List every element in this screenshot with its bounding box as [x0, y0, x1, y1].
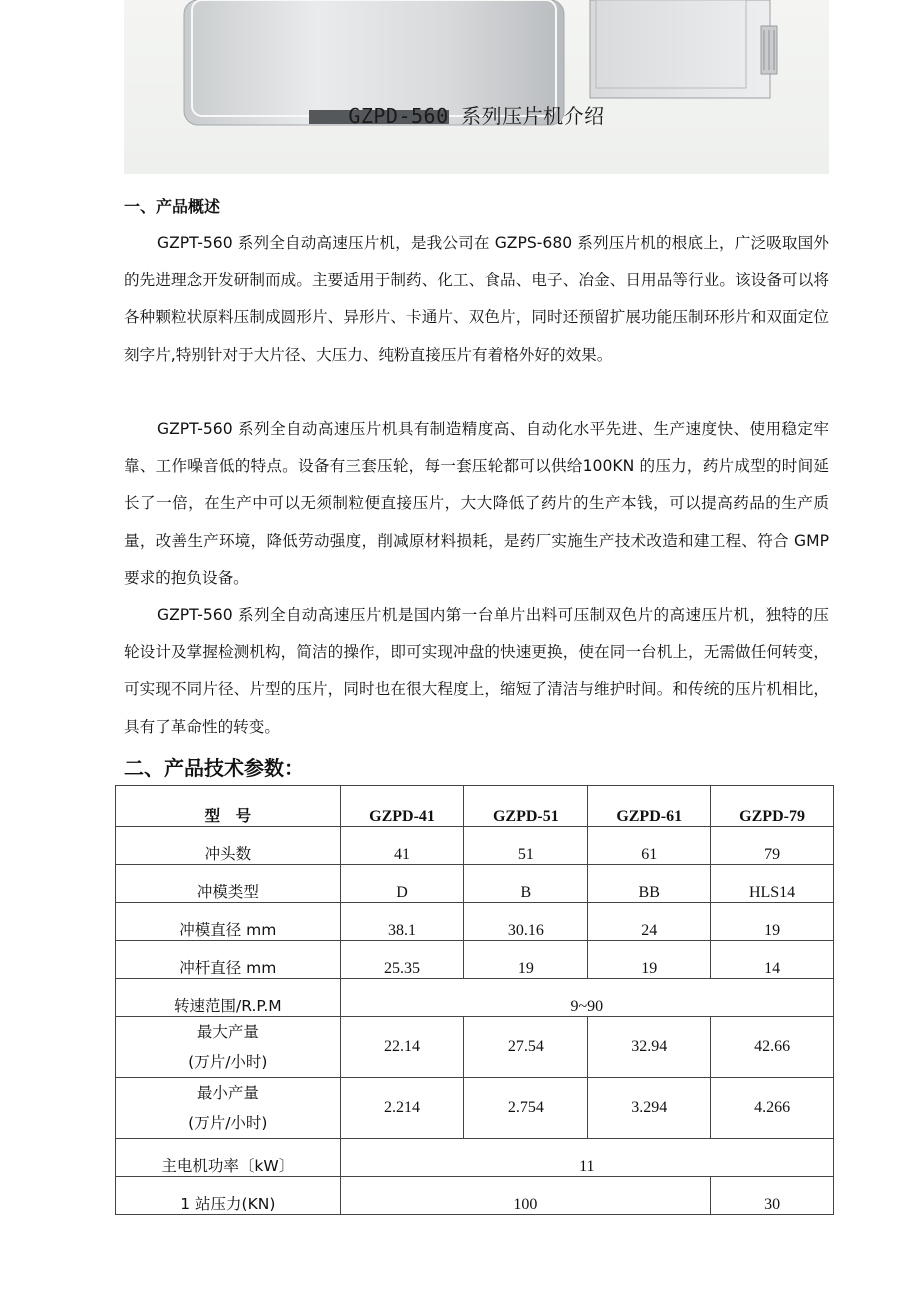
table-cell: 22.14	[340, 1017, 464, 1078]
table-header-cell: GZPD-41	[340, 786, 464, 827]
table-header-cell: GZPD-61	[588, 786, 711, 827]
table-cell: 9~90	[340, 979, 833, 1017]
table-row	[116, 1078, 834, 1139]
table-row	[116, 1139, 834, 1177]
row-label-line: 最小产量	[196, 1084, 259, 1102]
table-cell: 19	[711, 903, 834, 941]
table-cell: 14	[711, 941, 834, 979]
table-header-cell: GZPD-79	[711, 786, 834, 827]
machine-image	[124, 0, 829, 174]
row-label-line: (万片/小时)	[188, 1053, 268, 1071]
table-cell: 51	[464, 827, 588, 865]
row-label-line: 最大产量	[196, 1023, 259, 1041]
table-cell: 2.214	[340, 1078, 464, 1139]
section-heading-specs: 二、产品技术参数：	[124, 756, 304, 780]
hero-banner	[124, 0, 829, 174]
table-header-cell: 型 号	[116, 786, 341, 827]
row-label: 主电机功率〔kW〕	[116, 1139, 341, 1177]
overview-paragraph-2	[124, 411, 829, 597]
table-cell: 4.266	[711, 1078, 834, 1139]
table-cell: 25.35	[340, 941, 464, 979]
table-row	[116, 827, 834, 865]
table-cell: 27.54	[464, 1017, 588, 1078]
table-cell: 19	[464, 941, 588, 979]
table-row	[116, 1177, 834, 1215]
row-label: 冲模直径 mm	[116, 903, 341, 941]
table-cell: 19	[588, 941, 711, 979]
paragraph-text: GZPT-560 系列全自动高速压片机，是我公司在 GZPS-680 系列压片机的根底上，广泛吸取国外的先进理念开发研制而成。主要适用于制药、化工、食品、电子、冶金、日用品等行业。该设备可以将各种颗粒状原料压制成圆形片、异形片、卡通片、双色片，同时还预留扩展功能压制环形片和双面定位刻字片,特别针对于大片径、大压力、纯粉直接压片有着格外好的效果。	[124, 234, 829, 364]
table-header-row	[116, 786, 834, 827]
table-cell: 30.16	[464, 903, 588, 941]
table-cell: B	[464, 865, 588, 903]
table-row	[116, 941, 834, 979]
overview-paragraph-1	[124, 225, 829, 374]
table-cell: D	[340, 865, 464, 903]
spec-table	[115, 785, 834, 1215]
overview-paragraph-3	[124, 597, 829, 746]
row-label: 冲模类型	[116, 865, 341, 903]
row-label	[116, 1017, 341, 1078]
row-label	[116, 1078, 341, 1139]
table-cell: 100	[340, 1177, 710, 1215]
table-row	[116, 903, 834, 941]
row-label-line: (万片/小时)	[188, 1114, 268, 1132]
section-heading-overview: 一、产品概述	[124, 197, 221, 216]
table-header-cell: GZPD-51	[464, 786, 588, 827]
row-label: 转速范围/R.P.M	[116, 979, 341, 1017]
row-label: 冲杆直径 mm	[116, 941, 341, 979]
table-cell: 41	[340, 827, 464, 865]
table-row	[116, 865, 834, 903]
paragraph-text: GZPT-560 系列全自动高速压片机具有制造精度高、自动化水平先进、生产速度快、使用稳定牢靠、工作噪音低的特点。设备有三套压轮，每一套压轮都可以供给100KN 的压力，药片成型的时间延长了一倍，在生产中可以无须制粒便直接压片，大大降低了药片的生产本钱，可以提高药品的生产质量，改善生产环境，降低劳动强度，削减原材料损耗，是药厂实施生产技术改造和建工程、符合 GMP 要求的抱负设备。	[124, 420, 829, 587]
table-cell: 24	[588, 903, 711, 941]
row-label: 冲头数	[116, 827, 341, 865]
table-cell: 38.1	[340, 903, 464, 941]
table-row	[116, 1017, 834, 1078]
paragraph-text: GZPT-560 系列全自动高速压片机是国内第一台单片出料可压制双色片的高速压片机，独特的压轮设计及掌握检测机构，简洁的操作，即可实现冲盘的快速更换，使在同一台机上，无需做任何转变，可实现不同片径、片型的压片，同时也在很大程度上，缩短了清洁与维护时间。和传统的压片机相比，具有了革命性的转变。	[124, 606, 829, 736]
row-label: 1 站压力(KN)	[116, 1177, 341, 1215]
table-cell: BB	[588, 865, 711, 903]
table-cell: 79	[711, 827, 834, 865]
table-cell: 11	[340, 1139, 833, 1177]
table-cell: 61	[588, 827, 711, 865]
table-cell: 42.66	[711, 1017, 834, 1078]
table-cell: 3.294	[588, 1078, 711, 1139]
table-cell: 30	[711, 1177, 834, 1215]
page-title: GZPD-560 系列压片机介绍	[348, 104, 605, 128]
table-cell: HLS14	[711, 865, 834, 903]
table-cell: 32.94	[588, 1017, 711, 1078]
table-row	[116, 979, 834, 1017]
table-cell: 2.754	[464, 1078, 588, 1139]
